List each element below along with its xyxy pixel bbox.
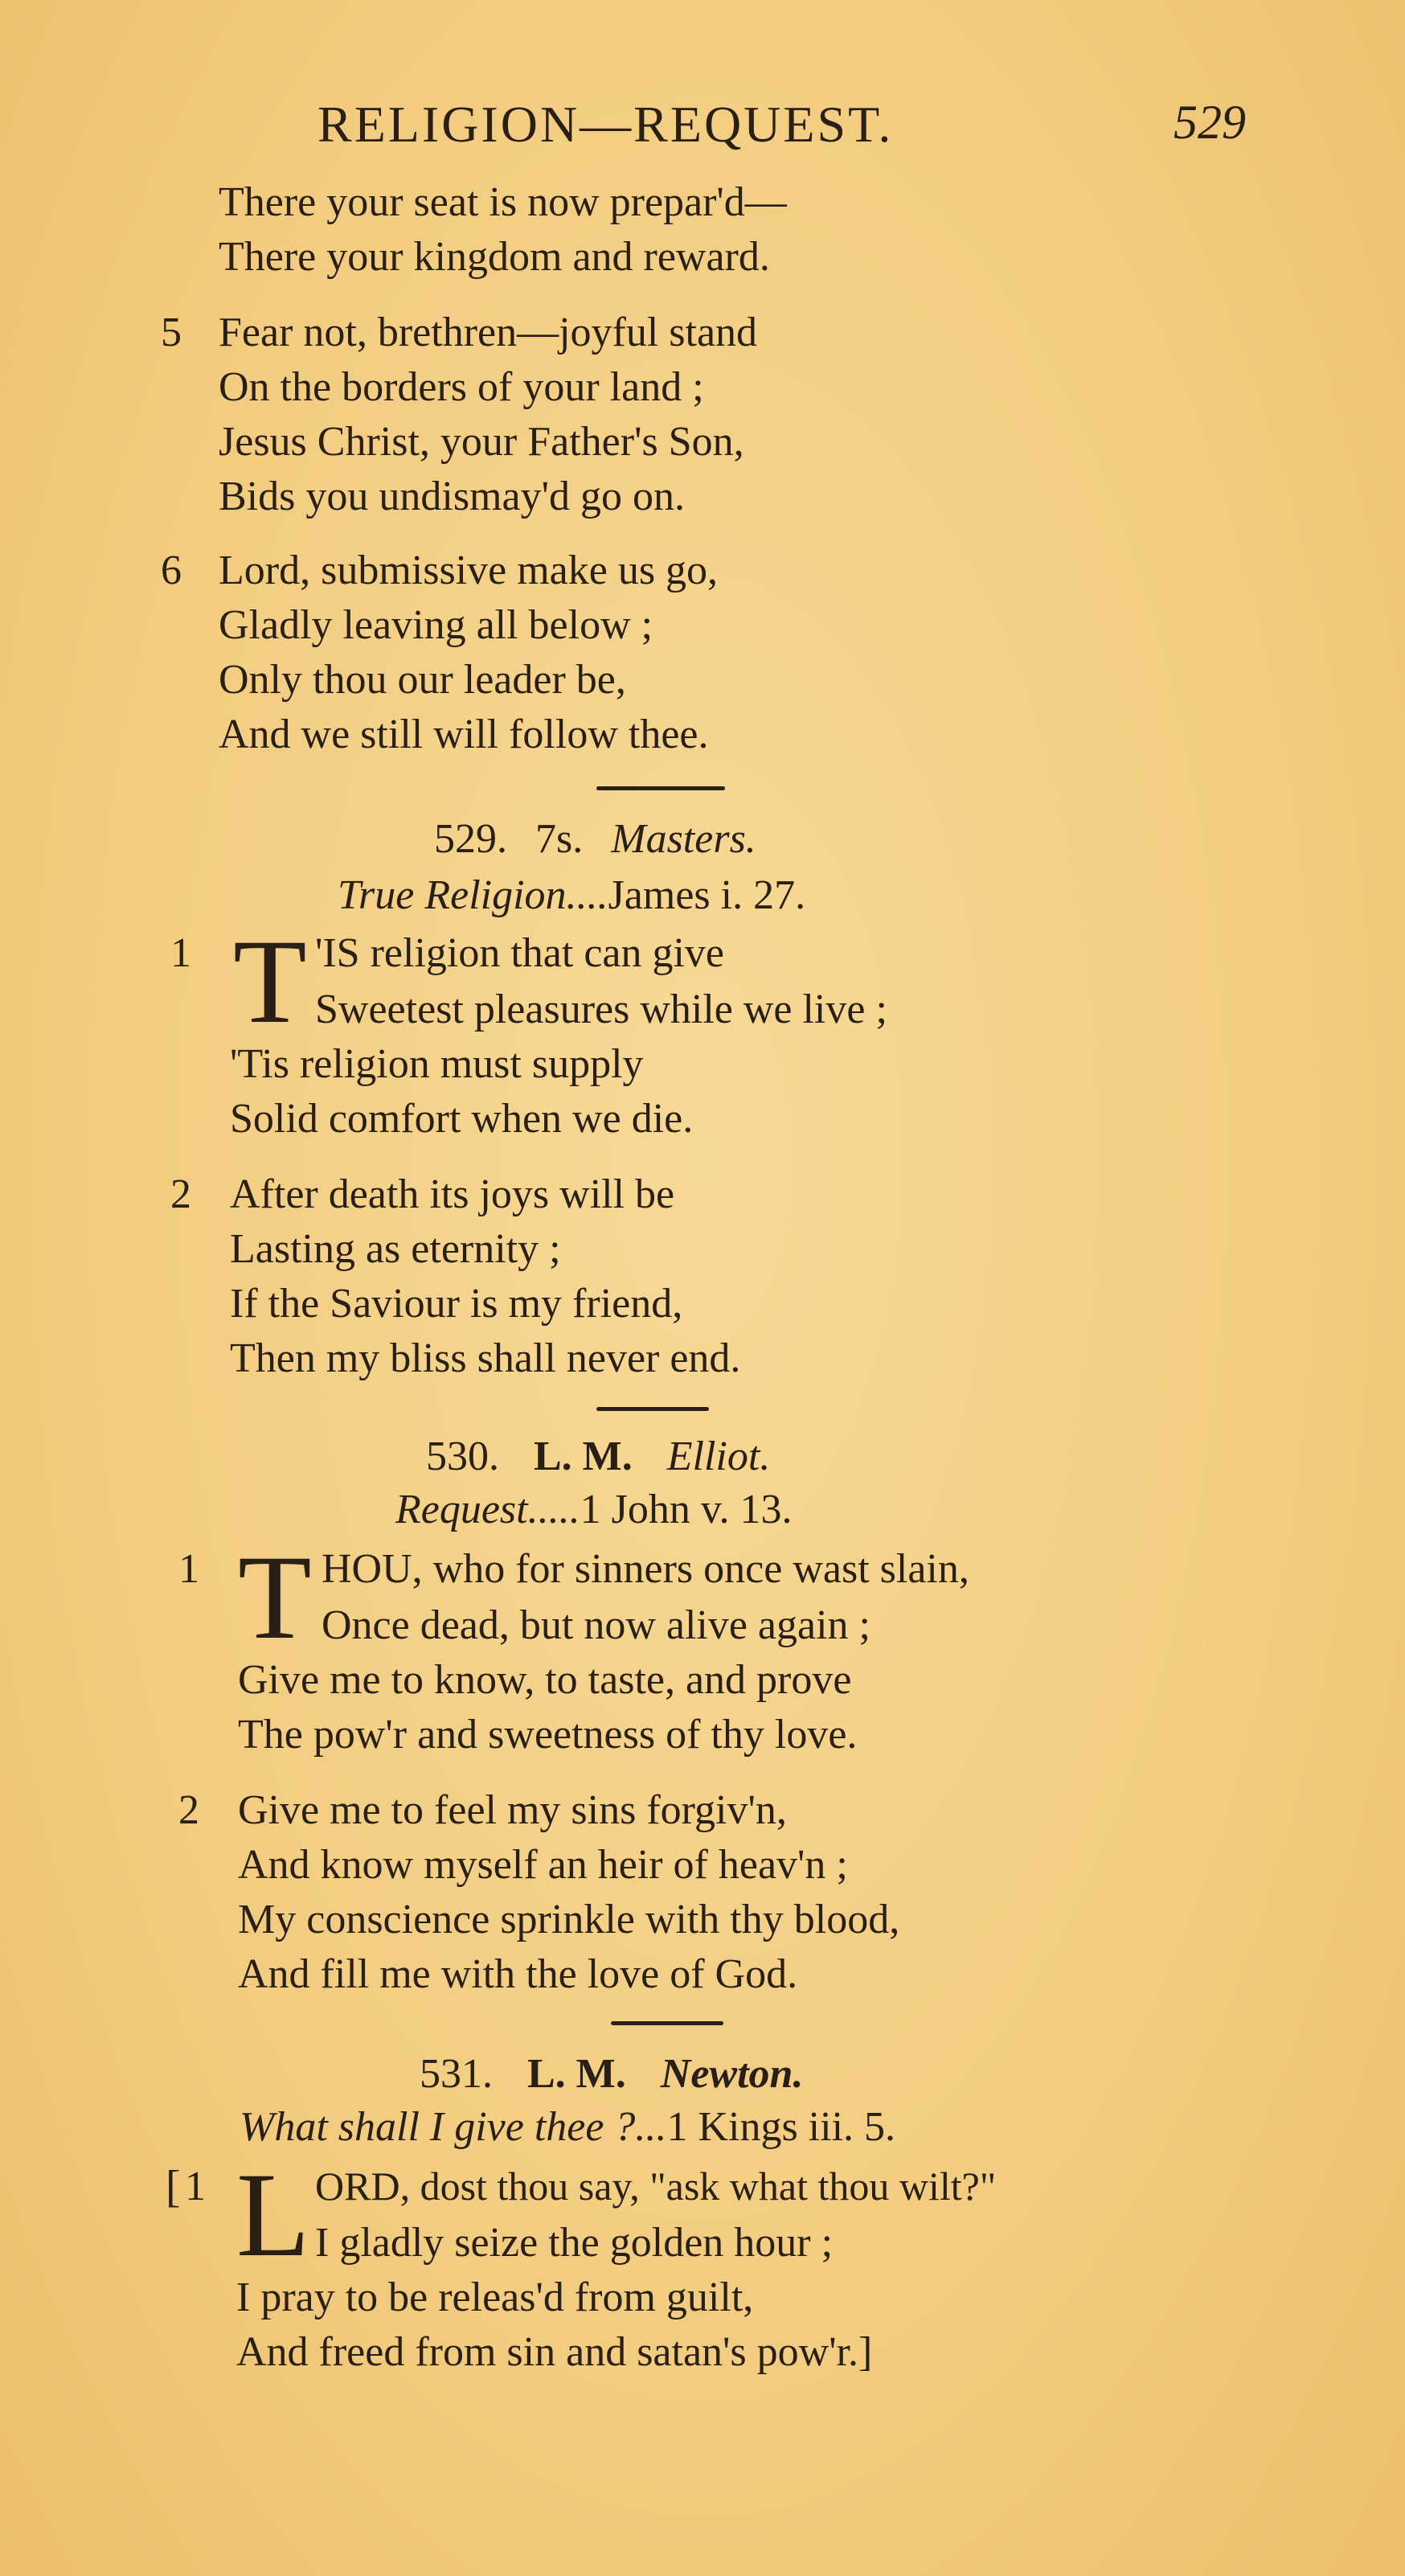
verse-line: And we still will follow thee. [219, 712, 709, 757]
verse-line: My conscience sprinkle with thy blood, [238, 1897, 900, 1942]
verse-number: 2 [170, 1171, 191, 1217]
verse-line: And know myself an heir of heav'n ; [238, 1842, 848, 1888]
hymn-subject: Request..... [395, 1487, 580, 1532]
hymn-meter: 7s. [535, 816, 584, 862]
drop-cap: L [236, 2148, 310, 2282]
hymn-meter: L. M. [534, 1434, 633, 1479]
verse-line: Give me to know, to taste, and prove [238, 1657, 852, 1703]
hymn-heading [420, 2053, 803, 2095]
verse-line: 'Tis religion must supply [230, 1041, 644, 1087]
verse-line: Then my bliss shall never end. [230, 1335, 741, 1381]
verse-line: Sweetest pleasures while we live ; [315, 987, 887, 1032]
verse-line: Once dead, but now alive again ; [322, 1602, 870, 1648]
verse-number: 2 [178, 1787, 199, 1833]
drop-cap: T [233, 915, 307, 1048]
verse-number: 5 [161, 310, 182, 355]
verse-line: HOU, who for sinners once wast slain, [322, 1546, 969, 1592]
hymn-tune: Elliot. [666, 1434, 771, 1479]
verse-line: Lasting as eternity ; [230, 1226, 561, 1272]
hymn-subject: True Religion.... [338, 872, 608, 918]
page-header [0, 95, 1405, 167]
section-rule [611, 2021, 723, 2025]
hymn-tune: Newton. [660, 2051, 804, 2097]
hymn-subject: What shall I give thee ?... [240, 2104, 667, 2150]
verse-line: Lord, submissive make us go, [219, 548, 719, 593]
page-number: 529 [1174, 96, 1246, 149]
verse-line: There your seat is now prepar'd— [219, 179, 787, 225]
verse-number: 1 [185, 2164, 206, 2209]
verse-line: And fill me with the love of God. [238, 1951, 798, 1997]
verse-line: Only thou our leader be, [219, 657, 626, 703]
verse-line: I gladly seize the golden hour ; [315, 2220, 834, 2266]
running-title: RELIGION—REQUEST. [317, 96, 894, 153]
hymn-subject-line [338, 872, 806, 918]
hymn-number: 529. [434, 816, 507, 862]
hymn-tune: Masters. [611, 816, 756, 862]
verse-line: ORD, dost thou say, "ask what thou wilt?" [315, 2164, 997, 2209]
verse-line: The pow'r and sweetness of thy love. [238, 1712, 858, 1758]
verse-line: After death its joys will be [230, 1171, 675, 1217]
verse-line: And freed from sin and satan's pow'r.] [236, 2329, 873, 2375]
open-bracket: [ [166, 2162, 181, 2212]
hymn-number: 531. [420, 2051, 493, 2097]
verse-number: 1 [178, 1546, 199, 1592]
scripture-reference: 1 John v. 13. [580, 1487, 793, 1532]
scripture-reference: 1 Kings iii. 5. [666, 2104, 896, 2150]
verse-line: Solid comfort when we die. [230, 1096, 694, 1142]
drop-cap: T [238, 1531, 312, 1664]
hymn-meter: L. M. [527, 2051, 626, 2097]
section-rule [596, 786, 725, 790]
verse-line: I pray to be releas'd from guilt, [236, 2275, 754, 2320]
scripture-reference: James i. 27. [608, 872, 806, 918]
section-rule [596, 1407, 709, 1411]
verse-line: On the borders of your land ; [219, 364, 704, 410]
verse-number: 1 [170, 930, 191, 976]
verse-line: Gladly leaving all below ; [219, 602, 653, 648]
verse-line: Give me to feel my sins forgiv'n, [238, 1787, 787, 1833]
hymn-heading [434, 818, 756, 860]
verse-number: 6 [161, 548, 182, 593]
verse-line: Jesus Christ, your Father's Son, [219, 419, 744, 465]
hymn-subject-line [240, 2106, 895, 2148]
hymn-heading [426, 1436, 770, 1478]
verse-line: 'IS religion that can give [315, 930, 725, 976]
hymn-number: 530. [426, 1434, 499, 1479]
verse-line: Fear not, brethren—joyful stand [219, 310, 758, 355]
verse-line: There your kingdom and reward. [219, 234, 770, 280]
hymn-subject-line [395, 1489, 792, 1531]
verse-line: Bids you undismay'd go on. [219, 474, 685, 519]
verse-line: If the Saviour is my friend, [230, 1281, 683, 1327]
